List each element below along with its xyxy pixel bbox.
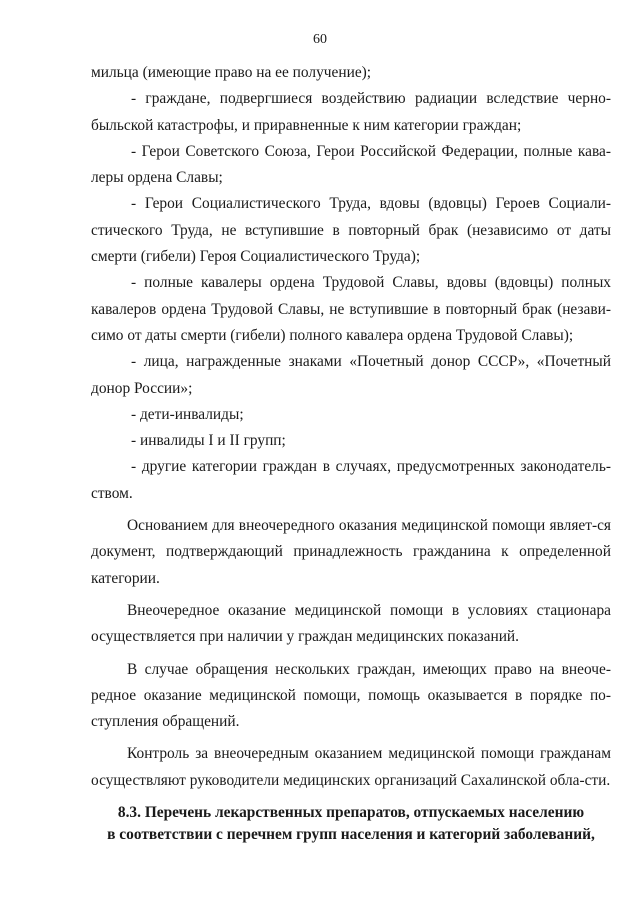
list-item-disabled-groups: - инвалиды I и II групп; [131,432,286,450]
list-item-heroes-labor: - Герои Социалистического Труда, вдовы (вдовцы) Героев Социали-стического Труда, не вступившие в повторный брак (независимо от даты смерти (гибели) Героя Социалистического Труда); [91,195,611,266]
list-item-labor-glory: - полные кавалеры ордена Трудовой Славы, вдовы (вдовцы) полных кавалеров ордена Трудовой Славы, не вступившие в повторный брак (незави-симо от даты смерти (гибели) полного кавалера ордена Трудовой Славы); [91,274,611,344]
paragraph-multiple-requests: В случае обращения нескольких граждан, имеющих право на внеоче-редное оказание медицинской помощи, помощь оказывается в порядке по-ступления обращений. [91,660,611,731]
section-heading [91,802,611,846]
page-number: 60 [313,32,327,47]
list-item-heroes-ussr: - Герои Советского Союза, Герои Российской Федерации, полные кава-леры ордена Славы; [91,142,611,187]
section-heading-line-2: в соответствии с перечнем групп населения и категорий заболеваний, [107,826,595,843]
list-item-donors: - лица, награжденные знаками «Почетный донор СССР», «Почетный донор России»; [91,353,611,397]
paragraph-inpatient: Внеочередное оказание медицинской помощи в условиях стационара осуществляется при наличии у граждан медицинских показаний. [91,601,611,646]
section-heading-line-1: 8.3. Перечень лекарственных препаратов, отпускаемых населению [117,804,585,821]
list-item-other-categories: - другие категории граждан в случаях, предусмотренных законодатель-ством. [91,458,611,502]
paragraph-continuation: мильца (имеющие право на ее получение); [91,64,372,81]
paragraph-control: Контроль за внеочередным оказанием медицинской помощи гражданам осуществляют руководители медицинских организаций Сахалинской обла-сти. [91,745,611,789]
document-body [91,60,611,794]
paragraph-basis: Основанием для внеочередного оказания медицинской помощи являет-ся документ, подтверждающий принадлежность гражданина к определенной категории. [91,517,611,587]
list-item-disabled-children: - дети-инвалиды; [131,405,244,423]
list-item-radiation: - граждане, подвергшиеся воздействию радиации вследствие черно-быльской катастрофы, и приравненные к ним категории граждан; [91,90,611,134]
